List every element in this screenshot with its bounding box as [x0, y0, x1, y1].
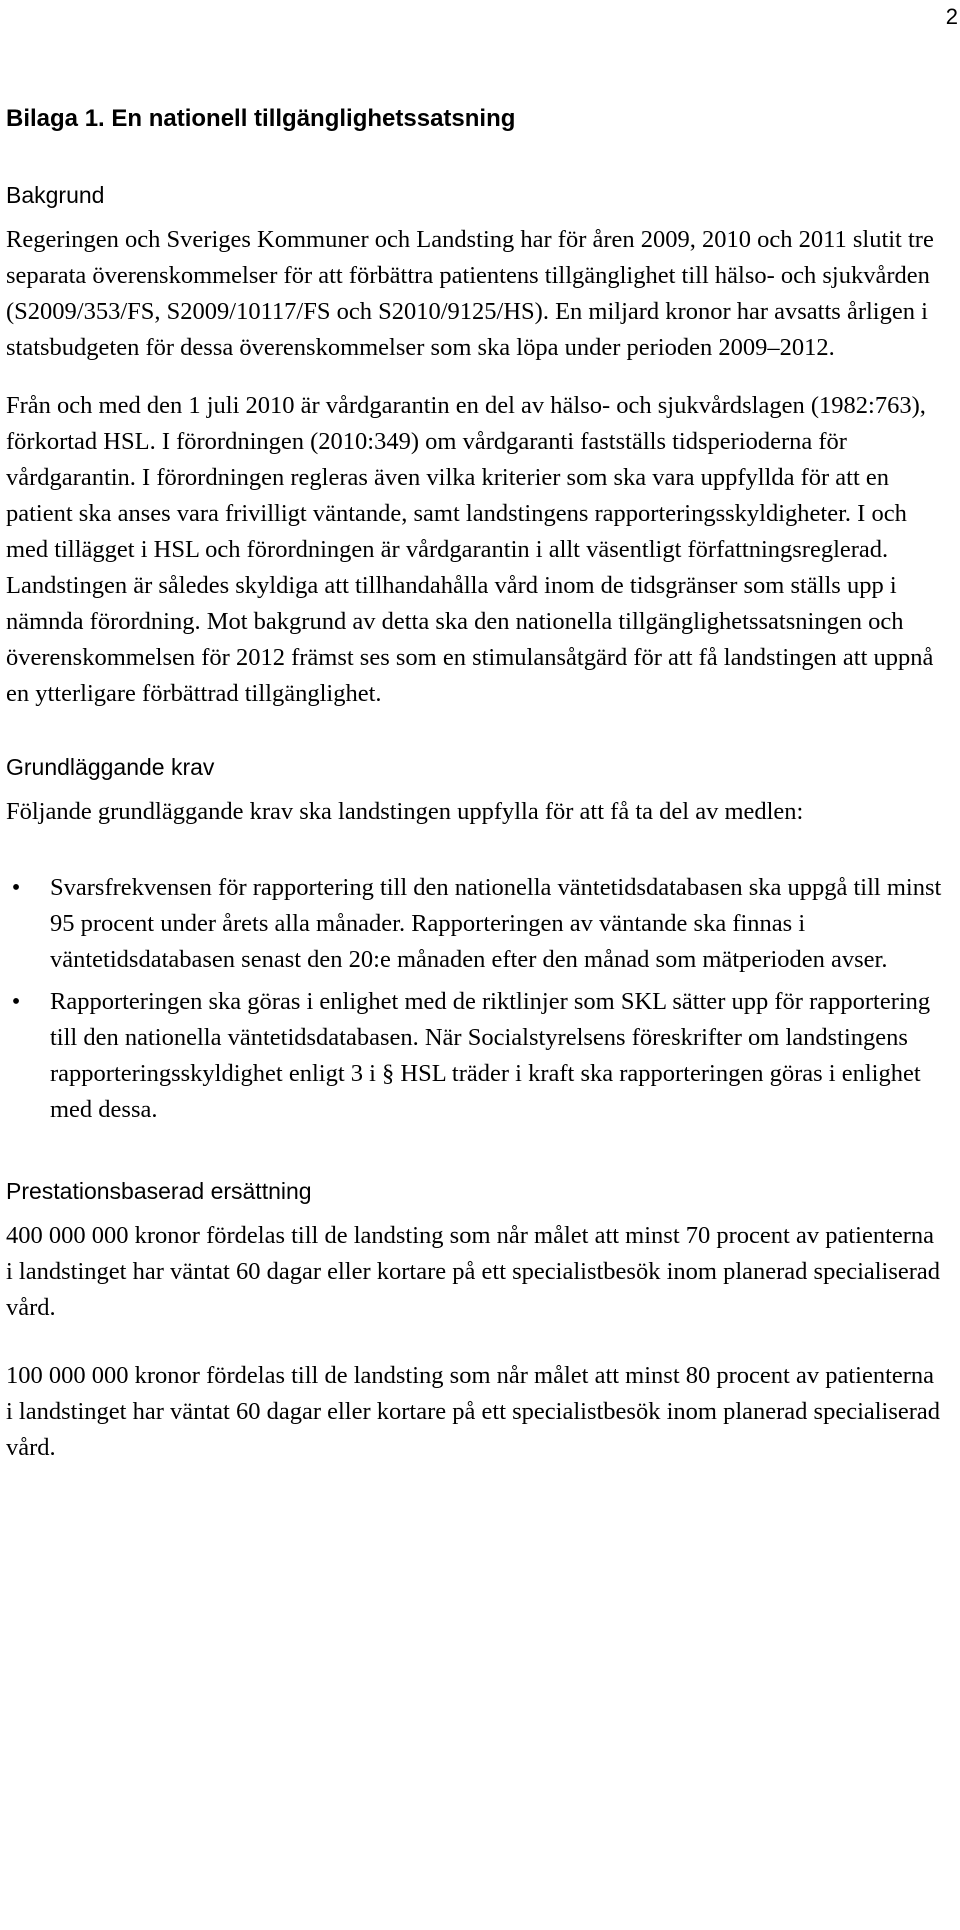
- section-prestationsbaserad-ersattning: [6, 1176, 946, 1466]
- bullet-icon: •: [11, 988, 21, 1015]
- section-bakgrund: [6, 180, 946, 712]
- list-item-text: Rapporteringen ska göras i enlighet med de riktlinjer som SKL sätter upp för rapportering till den nationella väntetidsdatabasen. När Socialstyrelsens föreskrifter om landstingens rapporteringsskyldighet enligt 3 i § HSL träder i kraft ska rapporteringen göras i enlighet med dessa.: [50, 988, 931, 1123]
- document-body: [6, 104, 946, 1488]
- paragraph: Följande grundläggande krav ska landstingen uppfylla för att få ta del av medlen:: [6, 798, 804, 825]
- section-heading-bakgrund: Bakgrund: [6, 182, 105, 208]
- section-heading-prestationsbaserad-ersattning: Prestationsbaserad ersättning: [6, 1178, 312, 1204]
- paragraph: 400 000 000 kronor fördelas till de landsting som når målet att minst 70 procent av patienterna i landstinget har väntat 60 dagar eller kortare på ett specialistbesök inom planerad specialiserad vård.: [6, 1222, 941, 1321]
- list-item: [6, 870, 946, 978]
- paragraph: Från och med den 1 juli 2010 är vårdgarantin en del av hälso- och sjukvårdslagen (1982:763), förkortad HSL. I förordningen (2010:349) om vårdgaranti fastställs tidsperioderna för vårdgarantin. I förordningen regleras även vilka kriterier som ska vara uppfyllda för att en patient ska anses vara frivilligt väntande, samt landstingens rapporteringsskyldigheter. I och med tillägget i HSL och förordningen är vårdgarantin i allt väsentligt författningsreglerad. Landstingen är således skyldiga att tillhandahålla vård inom de tidsgränser som ställs upp i nämnda förordning. Mot bakgrund av detta ska den nationella tillgänglighetssatsningen och överenskommelsen för 2012 främst ses som en stimulansåtgärd för att få landstingen att uppnå en ytterligare förbättrad tillgänglighet.: [6, 392, 934, 707]
- requirements-list: [6, 870, 946, 1128]
- paragraph: Regeringen och Sveriges Kommuner och Landsting har för åren 2009, 2010 och 2011 slutit tre separata överenskommelser för att förbättra patientens tillgänglighet till hälso- och sjukvården (S2009/353/FS, S2009/10117/FS och S2010/9125/HS). En miljard kronor har avsatts årligen i statsbudgeten för dessa överenskommelser som ska löpa under perioden 2009–2012.: [6, 226, 934, 361]
- list-item: [6, 984, 946, 1128]
- document-title: Bilaga 1. En nationell tillgänglighetssatsning: [6, 105, 516, 132]
- section-grundlaggande-krav: [6, 752, 946, 1128]
- list-item-text: Svarsfrekvensen för rapportering till den nationella väntetidsdatabasen ska uppgå till minst 95 procent under årets alla månader. Rapporteringen av väntande ska finnas i väntetidsdatabasen senast den 20:e månaden efter den månad som mätperioden avser.: [50, 874, 942, 973]
- bullet-icon: •: [11, 874, 21, 901]
- paragraph: 100 000 000 kronor fördelas till de landsting som når målet att minst 80 procent av patienterna i landstinget har väntat 60 dagar eller kortare på ett specialistbesök inom planerad specialiserad vård.: [6, 1362, 941, 1461]
- page-number: 2: [945, 4, 958, 29]
- section-heading-grundlaggande-krav: Grundläggande krav: [6, 754, 215, 780]
